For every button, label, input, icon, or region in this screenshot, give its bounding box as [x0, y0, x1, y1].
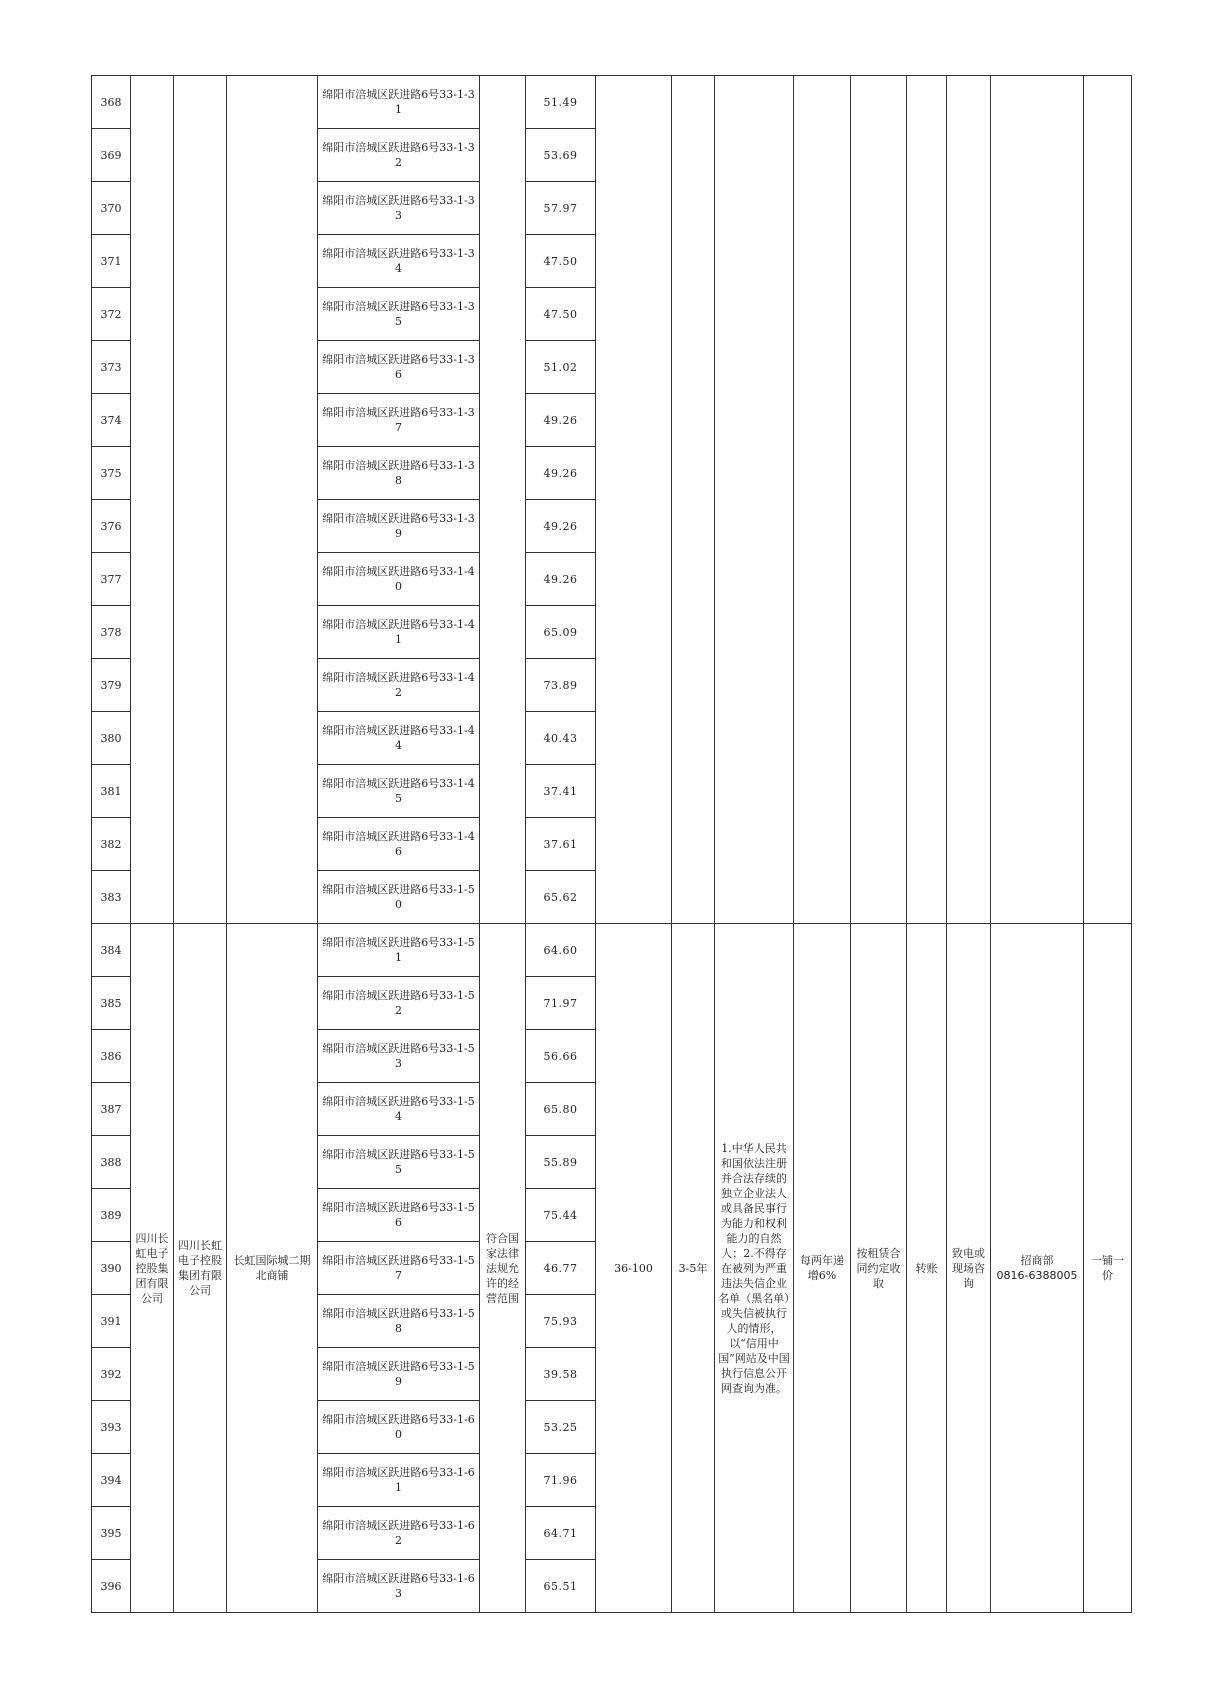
payment-method-cell-prev — [907, 76, 947, 924]
shop-address: 绵阳市涪城区跃进路6号33-1-60 — [318, 1401, 480, 1454]
table-body — [92, 76, 1132, 1613]
shop-area: 47.50 — [526, 288, 596, 341]
row-number: 368 — [92, 76, 131, 129]
usage-cell-prev — [480, 76, 526, 924]
shop-area: 65.09 — [526, 606, 596, 659]
row-number: 384 — [92, 924, 131, 977]
table-row — [92, 924, 1132, 977]
shop-area: 37.61 — [526, 818, 596, 871]
row-number: 375 — [92, 447, 131, 500]
row-number: 373 — [92, 341, 131, 394]
payment-method-cell: 转账 — [907, 924, 947, 1613]
shop-area: 49.26 — [526, 553, 596, 606]
shop-address: 绵阳市涪城区跃进路6号33-1-41 — [318, 606, 480, 659]
term-cell-prev — [672, 76, 715, 924]
shop-address: 绵阳市涪城区跃进路6号33-1-40 — [318, 553, 480, 606]
project-cell-prev — [227, 76, 318, 924]
shop-area: 71.97 — [526, 977, 596, 1030]
inquiry-cell: 致电或现场咨询 — [947, 924, 991, 1613]
inquiry-cell-prev — [947, 76, 991, 924]
project-cell: 长虹国际城二期北商铺 — [227, 924, 318, 1613]
row-number: 383 — [92, 871, 131, 924]
shop-area: 47.50 — [526, 235, 596, 288]
row-number: 376 — [92, 500, 131, 553]
shop-area: 57.97 — [526, 182, 596, 235]
row-number: 393 — [92, 1401, 131, 1454]
row-number: 390 — [92, 1242, 131, 1295]
row-number: 387 — [92, 1083, 131, 1136]
shop-address: 绵阳市涪城区跃进路6号33-1-46 — [318, 818, 480, 871]
row-number: 388 — [92, 1136, 131, 1189]
shop-area: 55.89 — [526, 1136, 596, 1189]
row-number: 372 — [92, 288, 131, 341]
shop-area: 56.66 — [526, 1030, 596, 1083]
row-number: 391 — [92, 1295, 131, 1348]
row-number: 394 — [92, 1454, 131, 1507]
contact-cell — [991, 924, 1084, 1613]
shop-area: 64.71 — [526, 1507, 596, 1560]
row-number: 378 — [92, 606, 131, 659]
row-number: 392 — [92, 1348, 131, 1401]
shop-area: 51.49 — [526, 76, 596, 129]
payment-schedule-cell: 按租赁合同约定收取 — [851, 924, 907, 1613]
row-number: 395 — [92, 1507, 131, 1560]
property-lease-table — [91, 75, 1132, 1613]
contact-department: 招商部 — [1020, 1254, 1054, 1267]
shop-area: 73.89 — [526, 659, 596, 712]
shop-address: 绵阳市涪城区跃进路6号33-1-44 — [318, 712, 480, 765]
shop-address: 绵阳市涪城区跃进路6号33-1-63 — [318, 1560, 480, 1613]
shop-address: 绵阳市涪城区跃进路6号33-1-34 — [318, 235, 480, 288]
shop-address: 绵阳市涪城区跃进路6号33-1-55 — [318, 1136, 480, 1189]
owner-cell-prev — [131, 76, 174, 924]
row-number: 396 — [92, 1560, 131, 1613]
lessor-cell: 四川长虹电子控股集团有限公司 — [174, 924, 227, 1613]
pricing-rule-cell: 一铺一价 — [1084, 924, 1132, 1613]
shop-address: 绵阳市涪城区跃进路6号33-1-52 — [318, 977, 480, 1030]
usage-cell: 符合国家法律法规允许的经营范围 — [480, 924, 526, 1613]
shop-address: 绵阳市涪城区跃进路6号33-1-51 — [318, 924, 480, 977]
owner-cell: 四川长虹电子控股集团有限公司 — [131, 924, 174, 1613]
row-number: 369 — [92, 129, 131, 182]
shop-area: 65.51 — [526, 1560, 596, 1613]
row-number: 382 — [92, 818, 131, 871]
shop-area: 65.62 — [526, 871, 596, 924]
shop-address: 绵阳市涪城区跃进路6号33-1-57 — [318, 1242, 480, 1295]
payment-schedule-cell-prev — [851, 76, 907, 924]
shop-area: 49.26 — [526, 500, 596, 553]
shop-address: 绵阳市涪城区跃进路6号33-1-45 — [318, 765, 480, 818]
shop-address: 绵阳市涪城区跃进路6号33-1-42 — [318, 659, 480, 712]
shop-area: 46.77 — [526, 1242, 596, 1295]
shop-area: 49.26 — [526, 447, 596, 500]
row-number: 377 — [92, 553, 131, 606]
shop-address: 绵阳市涪城区跃进路6号33-1-36 — [318, 341, 480, 394]
row-number: 374 — [92, 394, 131, 447]
shop-address: 绵阳市涪城区跃进路6号33-1-32 — [318, 129, 480, 182]
shop-area: 71.96 — [526, 1454, 596, 1507]
shop-address: 绵阳市涪城区跃进路6号33-1-58 — [318, 1295, 480, 1348]
row-number: 389 — [92, 1189, 131, 1242]
shop-address: 绵阳市涪城区跃进路6号33-1-62 — [318, 1507, 480, 1560]
shop-area: 65.80 — [526, 1083, 596, 1136]
shop-address: 绵阳市涪城区跃进路6号33-1-38 — [318, 447, 480, 500]
requirements-cell: 1.中华人民共和国依法注册并合法存续的独立企业法人或具备民事行为能力和权利能力的自然人；2.不得存在被列为严重违法失信企业名单（黑名单）或失信被执行人的情形，以“信用中国”网站及中国执行信息公开网查询为准。 — [715, 924, 794, 1613]
price-cell: 36-100 — [596, 924, 672, 1613]
row-number: 379 — [92, 659, 131, 712]
pricing-rule-cell-prev — [1084, 76, 1132, 924]
shop-address: 绵阳市涪城区跃进路6号33-1-39 — [318, 500, 480, 553]
shop-address: 绵阳市涪城区跃进路6号33-1-56 — [318, 1189, 480, 1242]
shop-area: 64.60 — [526, 924, 596, 977]
shop-address: 绵阳市涪城区跃进路6号33-1-59 — [318, 1348, 480, 1401]
shop-area: 40.43 — [526, 712, 596, 765]
row-number: 370 — [92, 182, 131, 235]
row-number: 385 — [92, 977, 131, 1030]
shop-address: 绵阳市涪城区跃进路6号33-1-33 — [318, 182, 480, 235]
row-number: 386 — [92, 1030, 131, 1083]
row-number: 381 — [92, 765, 131, 818]
requirements-cell-prev — [715, 76, 794, 924]
increase-cell-prev — [794, 76, 851, 924]
shop-area: 51.02 — [526, 341, 596, 394]
shop-area: 49.26 — [526, 394, 596, 447]
shop-area: 53.69 — [526, 129, 596, 182]
shop-area: 75.44 — [526, 1189, 596, 1242]
contact-phone: 0816-6388005 — [996, 1269, 1078, 1282]
shop-area: 37.41 — [526, 765, 596, 818]
contact-cell-prev — [991, 76, 1084, 924]
table-row — [92, 76, 1132, 129]
shop-area: 53.25 — [526, 1401, 596, 1454]
row-number: 380 — [92, 712, 131, 765]
shop-address: 绵阳市涪城区跃进路6号33-1-61 — [318, 1454, 480, 1507]
lessor-cell-prev — [174, 76, 227, 924]
shop-area: 75.93 — [526, 1295, 596, 1348]
term-cell: 3-5年 — [672, 924, 715, 1613]
price-cell-prev — [596, 76, 672, 924]
shop-address: 绵阳市涪城区跃进路6号33-1-31 — [318, 76, 480, 129]
shop-address: 绵阳市涪城区跃进路6号33-1-53 — [318, 1030, 480, 1083]
row-number: 371 — [92, 235, 131, 288]
shop-area: 39.58 — [526, 1348, 596, 1401]
increase-cell: 每两年递增6% — [794, 924, 851, 1613]
shop-address: 绵阳市涪城区跃进路6号33-1-35 — [318, 288, 480, 341]
shop-address: 绵阳市涪城区跃进路6号33-1-37 — [318, 394, 480, 447]
shop-address: 绵阳市涪城区跃进路6号33-1-50 — [318, 871, 480, 924]
shop-address: 绵阳市涪城区跃进路6号33-1-54 — [318, 1083, 480, 1136]
